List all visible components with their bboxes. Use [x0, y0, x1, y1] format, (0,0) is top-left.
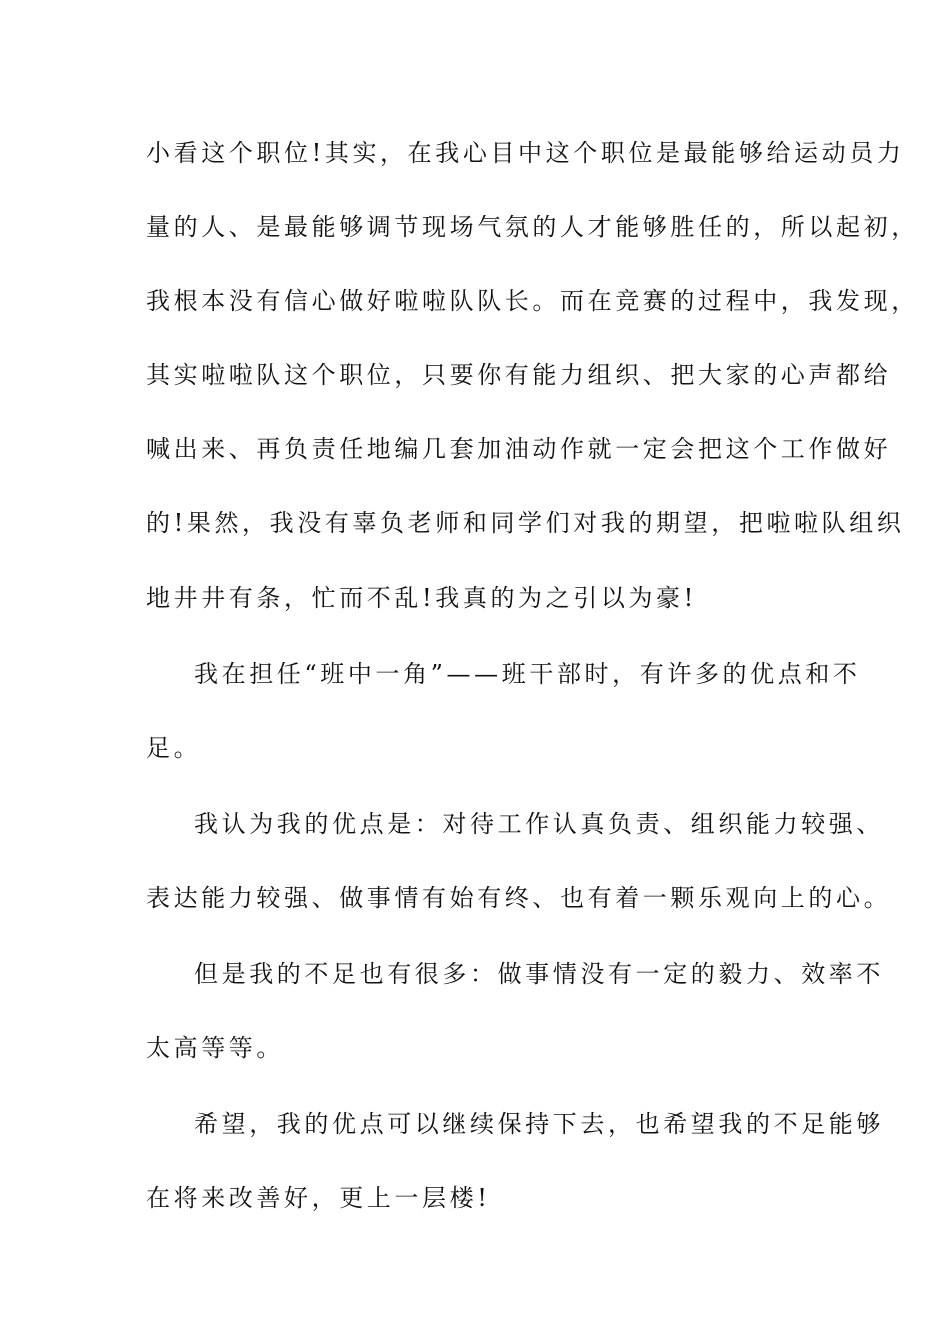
text-line: 地井井有条，忙而不乱!我真的为之引以为豪! [146, 584, 697, 612]
text-line: 小看这个职位!其实，在我心目中这个职位是最能够给运动员力 [146, 139, 905, 167]
text-line: 足。 [146, 734, 202, 762]
text-line: 喊出来、再负责任地编几套加油动作就一定会把这个工作做好 [146, 435, 892, 463]
text-line: 我根本没有信心做好啦啦队队长。而在竞赛的过程中，我发现， [146, 287, 919, 315]
paragraph-first-line: 希望，我的优点可以继续保持下去，也希望我的不足能够 [194, 1110, 884, 1138]
paragraph-first-line: 但是我的不足也有很多：做事情没有一定的毅力、效率不 [194, 960, 884, 988]
text-line: 的!果然，我没有辜负老师和同学们对我的期望，把啦啦队组织 [146, 509, 905, 537]
paragraph-first-line: 我在担任“班中一角”——班干部时，有许多的优点和不 [194, 660, 861, 688]
text-line: 在将来改善好，更上一层楼! [146, 1184, 491, 1212]
text-line: 其实啦啦队这个职位，只要你有能力组织、把大家的心声都给 [146, 361, 892, 389]
text-line: 太高等等。 [146, 1034, 284, 1062]
text-line: 量的人、是最能够调节现场气氛的人才能够胜任的，所以起初， [146, 213, 919, 241]
paragraph-first-line: 我认为我的优点是：对待工作认真负责、组织能力较强、 [194, 810, 884, 838]
text-line: 表达能力较强、做事情有始有终、也有着一颗乐观向上的心。 [146, 884, 892, 912]
